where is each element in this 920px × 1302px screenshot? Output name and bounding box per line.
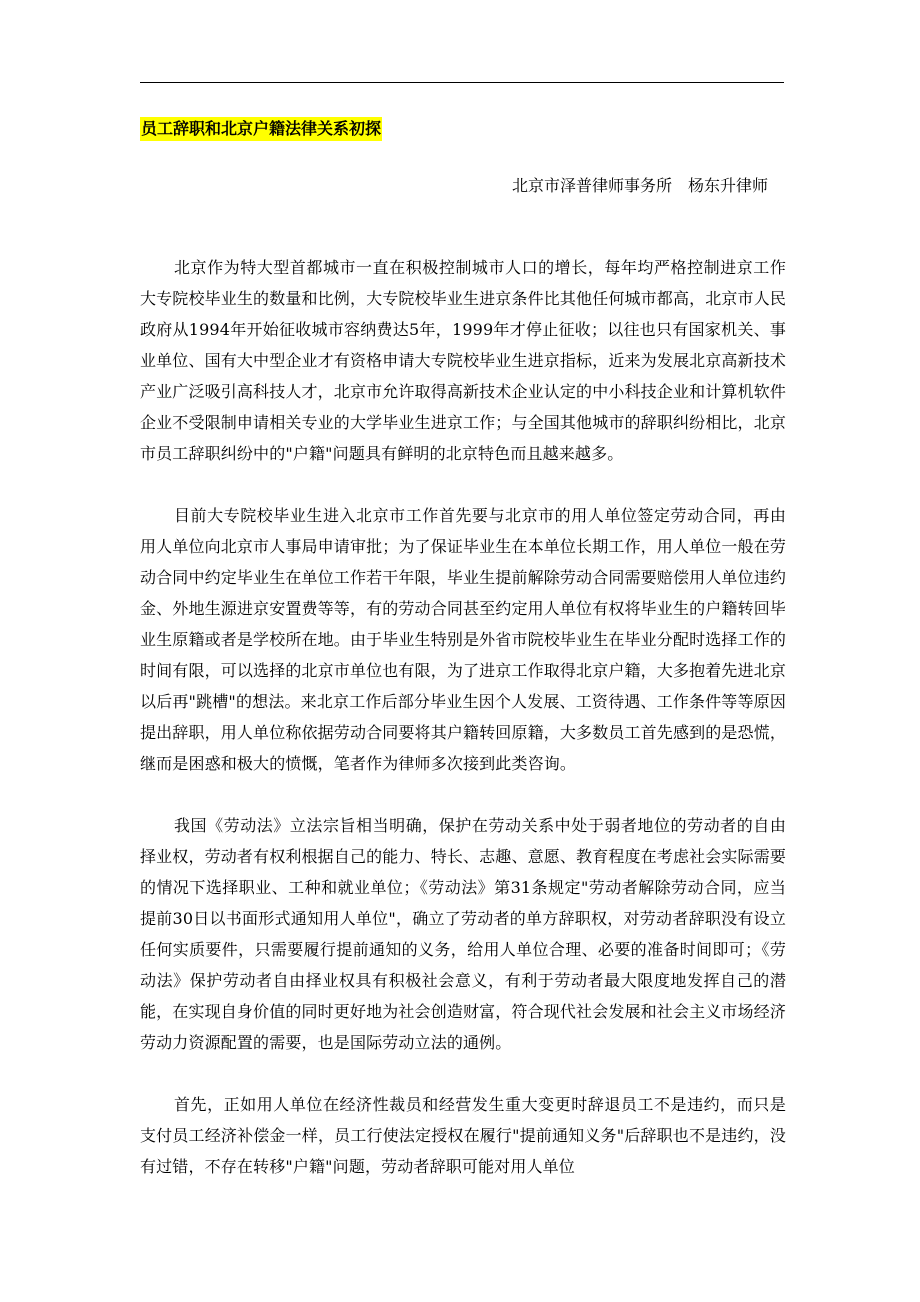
paragraph: 目前大专院校毕业生进入北京市工作首先要与北京市的用人单位签定劳动合同，再由用人单位向北京市人事局申请审批；为了保证毕业生在本单位长期工作，用人单位一般在劳动合同中约定毕业生在单位工作若干年限，毕业生提前解除劳动合同需要赔偿用人单位违约金、外地生源进京安置费等等，有的劳动合同甚至约定用人单位有权将毕业生的户籍转回毕业生原籍或者是学校所在地。由于毕业生特别是外省市院校毕业生在毕业分配时选择工作的时间有限，可以选择的北京市单位也有限，为了进京工作取得北京户籍，大多抱着先进北京以后再"跳槽"的想法。来北京工作后部分毕业生因个人发展、工资待遇、工作条件等等原因提出辞职，用人单位称依据劳动合同要将其户籍转回原籍，大多数员工首先感到的是恐慌，继而是困惑和极大的愤慨，笔者作为律师多次接到此类咨询。 <box>140 506 787 773</box>
document-body <box>140 252 786 1213</box>
paragraph: 北京作为特大型首都城市一直在积极控制城市人口的增长，每年均严格控制进京工作大专院校毕业生的数量和比例，大专院校毕业生进京条件比其他任何城市都高，北京市人民政府从1994年开始征收城市容纳费达5年，1999年才停止征收；以往也只有国家机关、事业单位、国有大中型企业才有资格申请大专院校毕业生进京指标，近来为发展北京高新技术产业广泛吸引高科技人才，北京市允许取得高新技术企业认定的中小科技企业和计算机软件企业不受限制申请相关专业的大学毕业生进京工作；与全国其他城市的辞职纠纷相比，北京市员工辞职纠纷中的"户籍"问题具有鲜明的北京特色而且越来越多。 <box>140 258 787 463</box>
paragraph: 我国《劳动法》立法宗旨相当明确，保护在劳动关系中处于弱者地位的劳动者的自由择业权，劳动者有权利根据自己的能力、特长、志趣、意愿、教育程度在考虑社会实际需要的情况下选择职业、工种和就业单位；《劳动法》第31条规定"劳动者解除劳动合同，应当提前30日以书面形式通知用人单位"，确立了劳动者的单方辞职权，对劳动者辞职没有设立任何实质要件，只需要履行提前通知的义务，给用人单位合理、必要的准备时间即可；《劳动法》保护劳动者自由择业权具有积极社会意义，有利于劳动者最大限度地发挥自己的潜能，在实现自身价值的同时更好地为社会创造财富，符合现代社会发展和社会主义市场经济劳动力资源配置的需要，也是国际劳动立法的通例。 <box>140 816 787 1052</box>
document-title: 员工辞职和北京户籍法律关系初探 <box>140 117 382 141</box>
author-line: 北京市泽普律师事务所 杨东升律师 <box>512 176 769 195</box>
paragraph: 首先，正如用人单位在经济性裁员和经营发生重大变更时辞退员工不是违约，而只是支付员工经济补偿金一样，员工行使法定授权在履行"提前通知义务"后辞职也不是违约，没有过错，不存在转移"户籍"问题，劳动者辞职可能对用人单位 <box>140 1095 786 1176</box>
document-page <box>140 0 786 1302</box>
header-rule <box>140 82 784 83</box>
